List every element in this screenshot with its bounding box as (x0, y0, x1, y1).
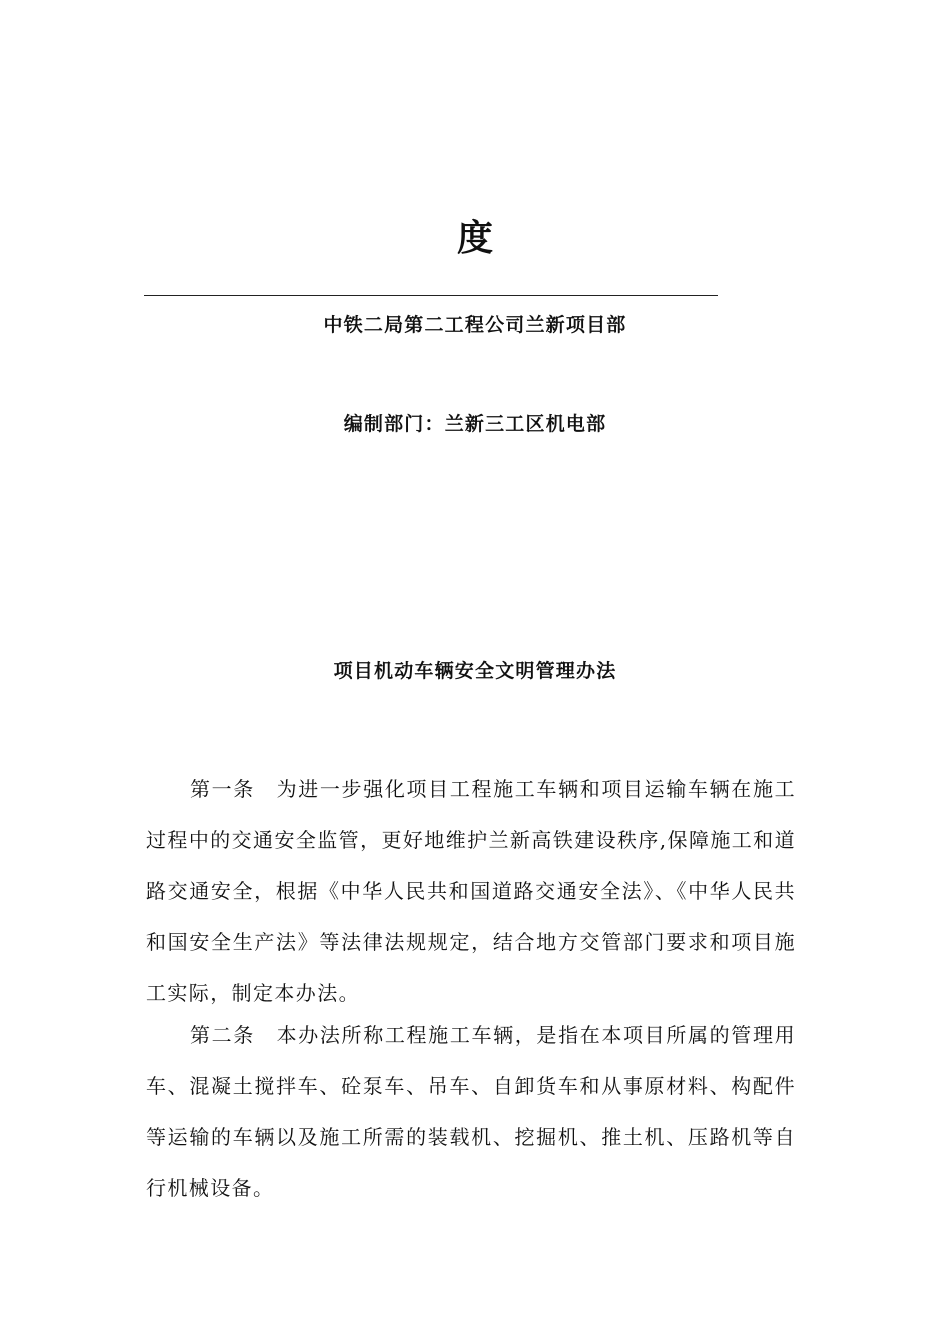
department-line: 编制部门：兰新三工区机电部 (343, 413, 607, 435)
heading-character: 度 (456, 217, 493, 259)
organization-name: 中铁二局第二工程公司兰新项目部 (323, 314, 627, 336)
horizontal-divider (144, 295, 718, 296)
article-paragraph-2: 第二条 本办法所称工程施工车辆，是指在本项目所属的管理用车、混凝土搅拌车、砼泵车、吊车、自卸货车和从事原材料、构配件等运输的车辆以及施工所需的装载机、挖掘机、推土机、压路机等自行机械设备。 (146, 1023, 796, 1200)
article-paragraph-1: 第一条 为进一步强化项目工程施工车辆和项目运输车辆在施工过程中的交通安全监管，更好地维护兰新高铁建设秩序,保障施工和道路交通安全，根据《中华人民共和国道路交通安全法》、《中华人民共和国安全生产法》等法律法规规定，结合地方交管部门要求和项目施工实际，制定本办法。 (146, 777, 796, 1005)
document-title: 项目机动车辆安全文明管理办法 (333, 660, 617, 682)
